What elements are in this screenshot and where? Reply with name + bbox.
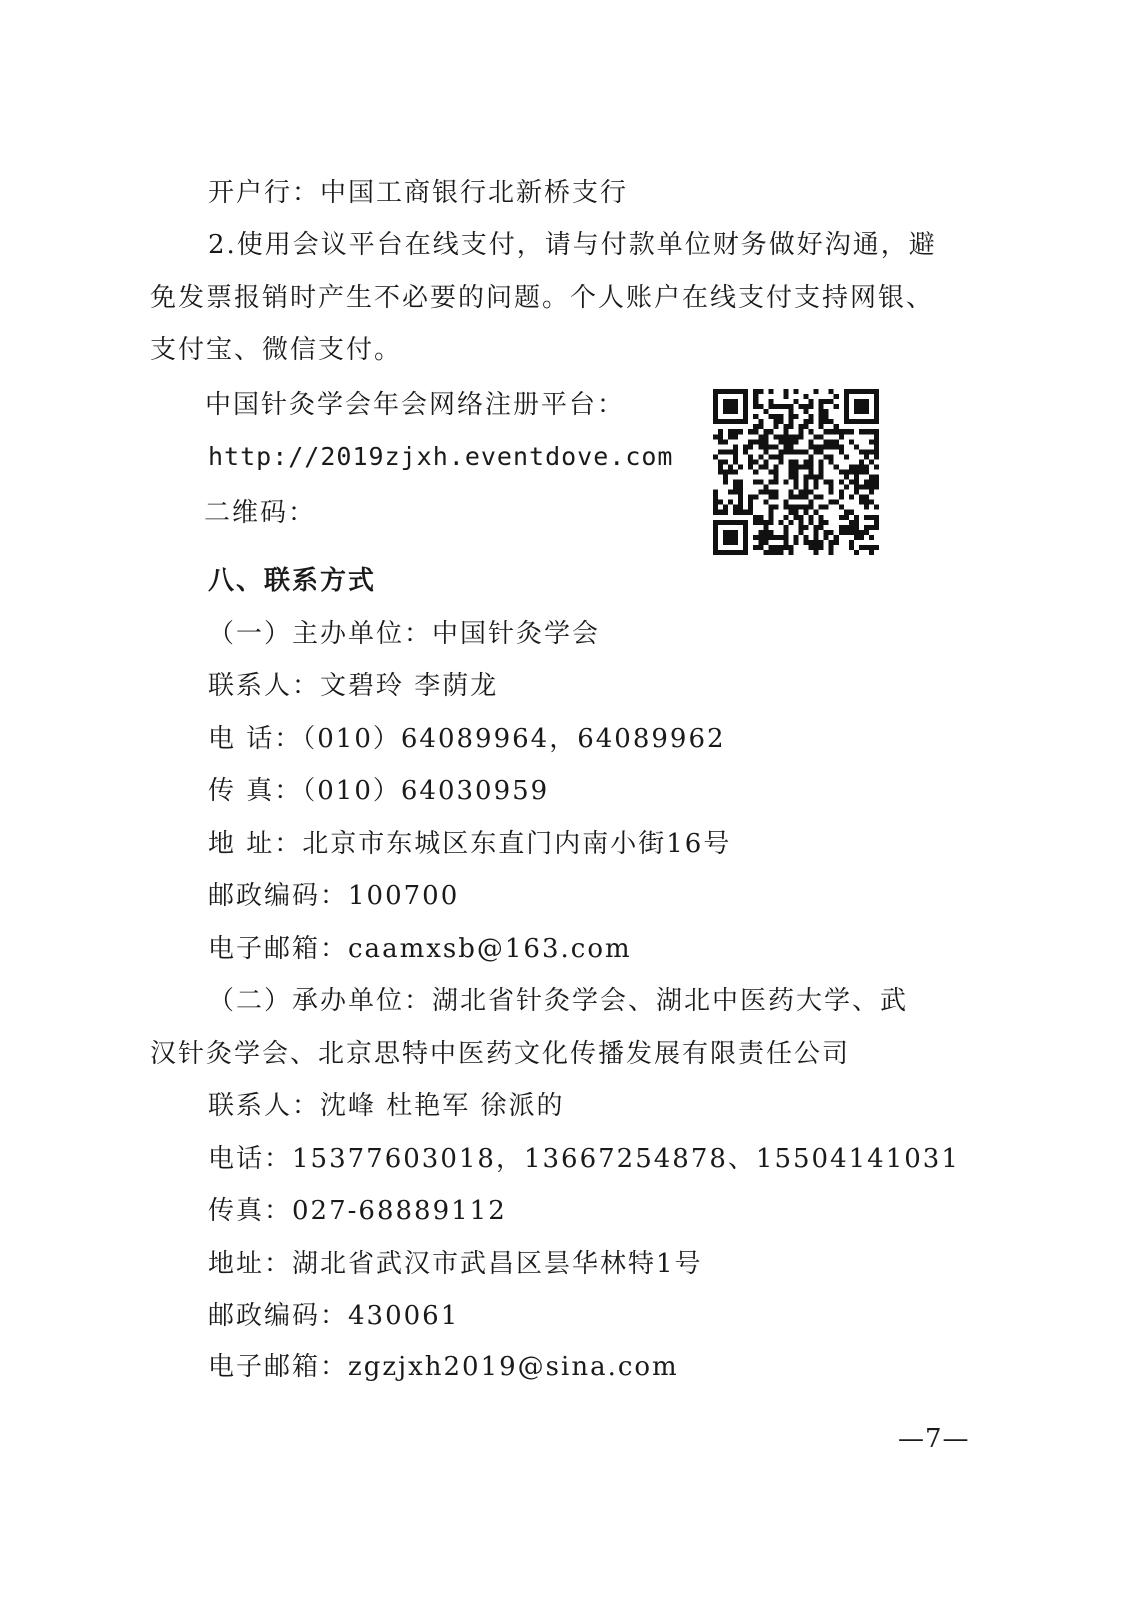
organizer-fax: 传真：027-68889112 bbox=[208, 1196, 507, 1226]
host-address: 地 址：北京市东城区东直门内南小街16号 bbox=[208, 829, 732, 859]
online-payment-line-1: 2.使用会议平台在线支付，请与付款单位财务做好沟通，避 bbox=[208, 230, 937, 260]
host-contacts: 联系人：文碧玲 李荫龙 bbox=[208, 671, 499, 701]
platform-label: 中国针灸学会年会网络注册平台： bbox=[205, 390, 626, 420]
host-email: 电子邮箱：caamxsb@163.com bbox=[208, 934, 632, 964]
host-title: （一）主办单位：中国针灸学会 bbox=[208, 619, 601, 649]
organizer-email: 电子邮箱：zgzjxh2019@sina.com bbox=[208, 1352, 679, 1382]
online-payment-line-3: 支付宝、微信支付。 bbox=[150, 335, 403, 365]
qr-code bbox=[713, 389, 879, 555]
host-fax: 传 真：（010）64030959 bbox=[208, 776, 550, 806]
organizer-postcode: 邮政编码：430061 bbox=[208, 1301, 460, 1331]
qr-code-graphic bbox=[713, 389, 879, 555]
qr-label: 二维码： bbox=[204, 498, 317, 528]
organizer-phone: 电话：15377603018，13667254878、15504141031 bbox=[208, 1144, 960, 1174]
page-number: —7— bbox=[898, 1424, 970, 1454]
host-phone: 电 话：（010）64089964，64089962 bbox=[208, 724, 726, 754]
platform-url[interactable]: http://2019zjxh.eventdove.com bbox=[208, 442, 674, 471]
organizer-address: 地址：湖北省武汉市武昌区昙华林特1号 bbox=[208, 1249, 703, 1279]
organizer-title-line-2: 汉针灸学会、北京思特中医药文化传播发展有限责任公司 bbox=[150, 1039, 851, 1069]
host-postcode: 邮政编码：100700 bbox=[208, 881, 460, 911]
section-heading: 八、联系方式 bbox=[208, 566, 377, 596]
bank-line: 开户行：中国工商银行北新桥支行 bbox=[208, 178, 629, 208]
organizer-contacts: 联系人：沈峰 杜艳军 徐派的 bbox=[208, 1091, 565, 1121]
online-payment-line-2: 免发票报销时产生不必要的问题。个人账户在线支付支持网银、 bbox=[150, 283, 935, 313]
organizer-title-line-1: （二）承办单位：湖北省针灸学会、湖北中医药大学、武 bbox=[208, 986, 909, 1016]
